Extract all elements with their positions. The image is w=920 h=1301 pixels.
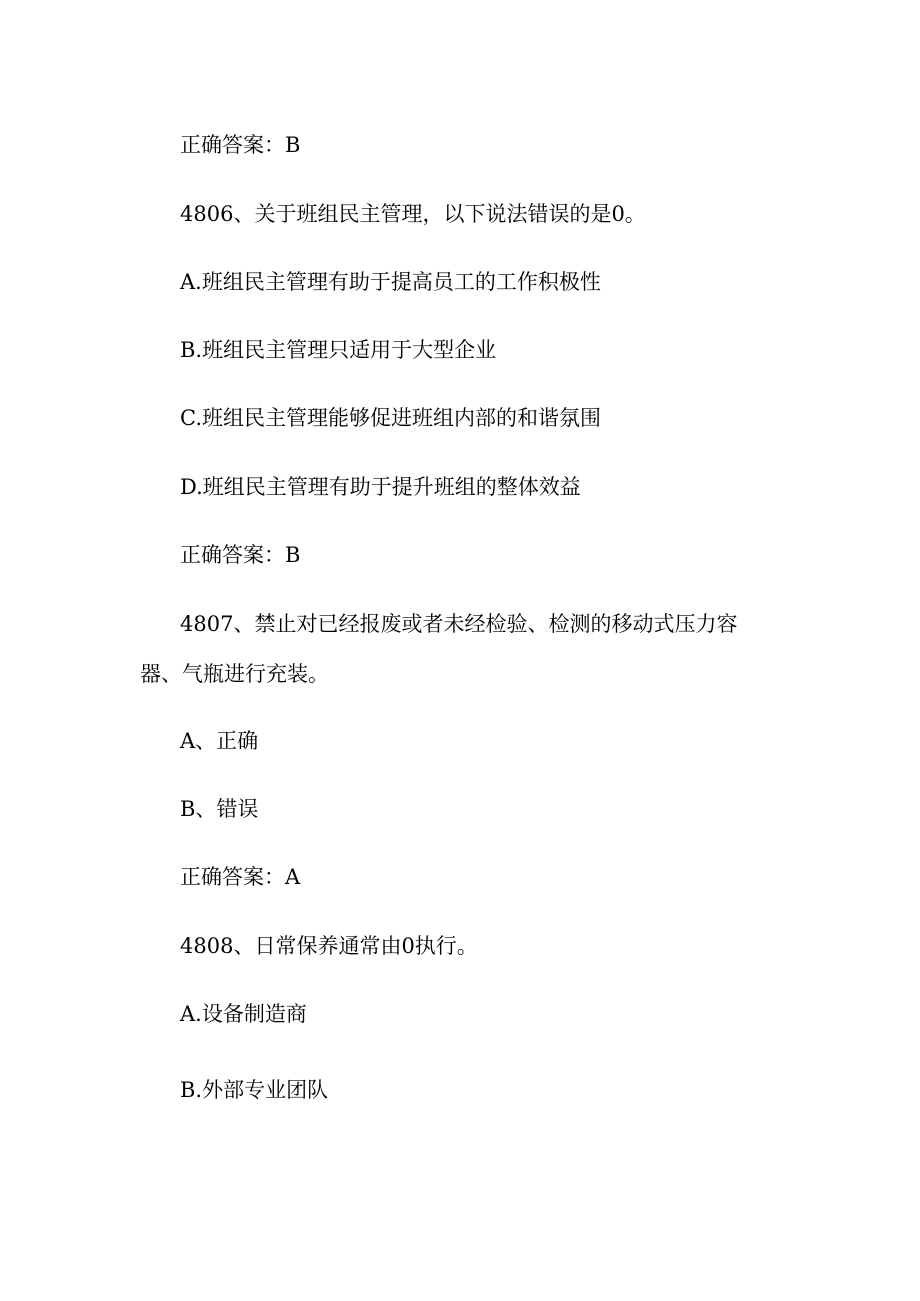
option-4808-b: B.外部专业团队 [180,1078,329,1102]
answer-4806: 正确答案：B [180,543,301,567]
question-4806: 4806、关于班组民主管理，以下说法错误的是0。 [180,202,646,226]
option-4808-a: A.设备制造商 [180,1002,307,1026]
option-4806-c: C.班组民主管理能够促进班组内部的和谐氛围 [180,406,601,430]
answer-4807: 正确答案：A [180,865,301,889]
option-4806-b: B.班组民主管理只适用于大型企业 [180,338,497,362]
option-4807-a: A、正确 [180,729,259,753]
question-4808: 4808、日常保养通常由0执行。 [180,934,478,958]
option-4806-a: A.班组民主管理有助于提高员工的工作积极性 [180,270,601,294]
answer-4805: 正确答案：B [180,133,301,157]
question-4807-line2: 器、气瓶进行充装。 [140,662,329,686]
option-4806-d: D.班组民主管理有助于提升班组的整体效益 [180,475,581,499]
question-4807-line1: 4807、禁止对已经报废或者未经检验、检测的移动式压力容 [180,612,738,636]
option-4807-b: B、错误 [180,797,259,821]
